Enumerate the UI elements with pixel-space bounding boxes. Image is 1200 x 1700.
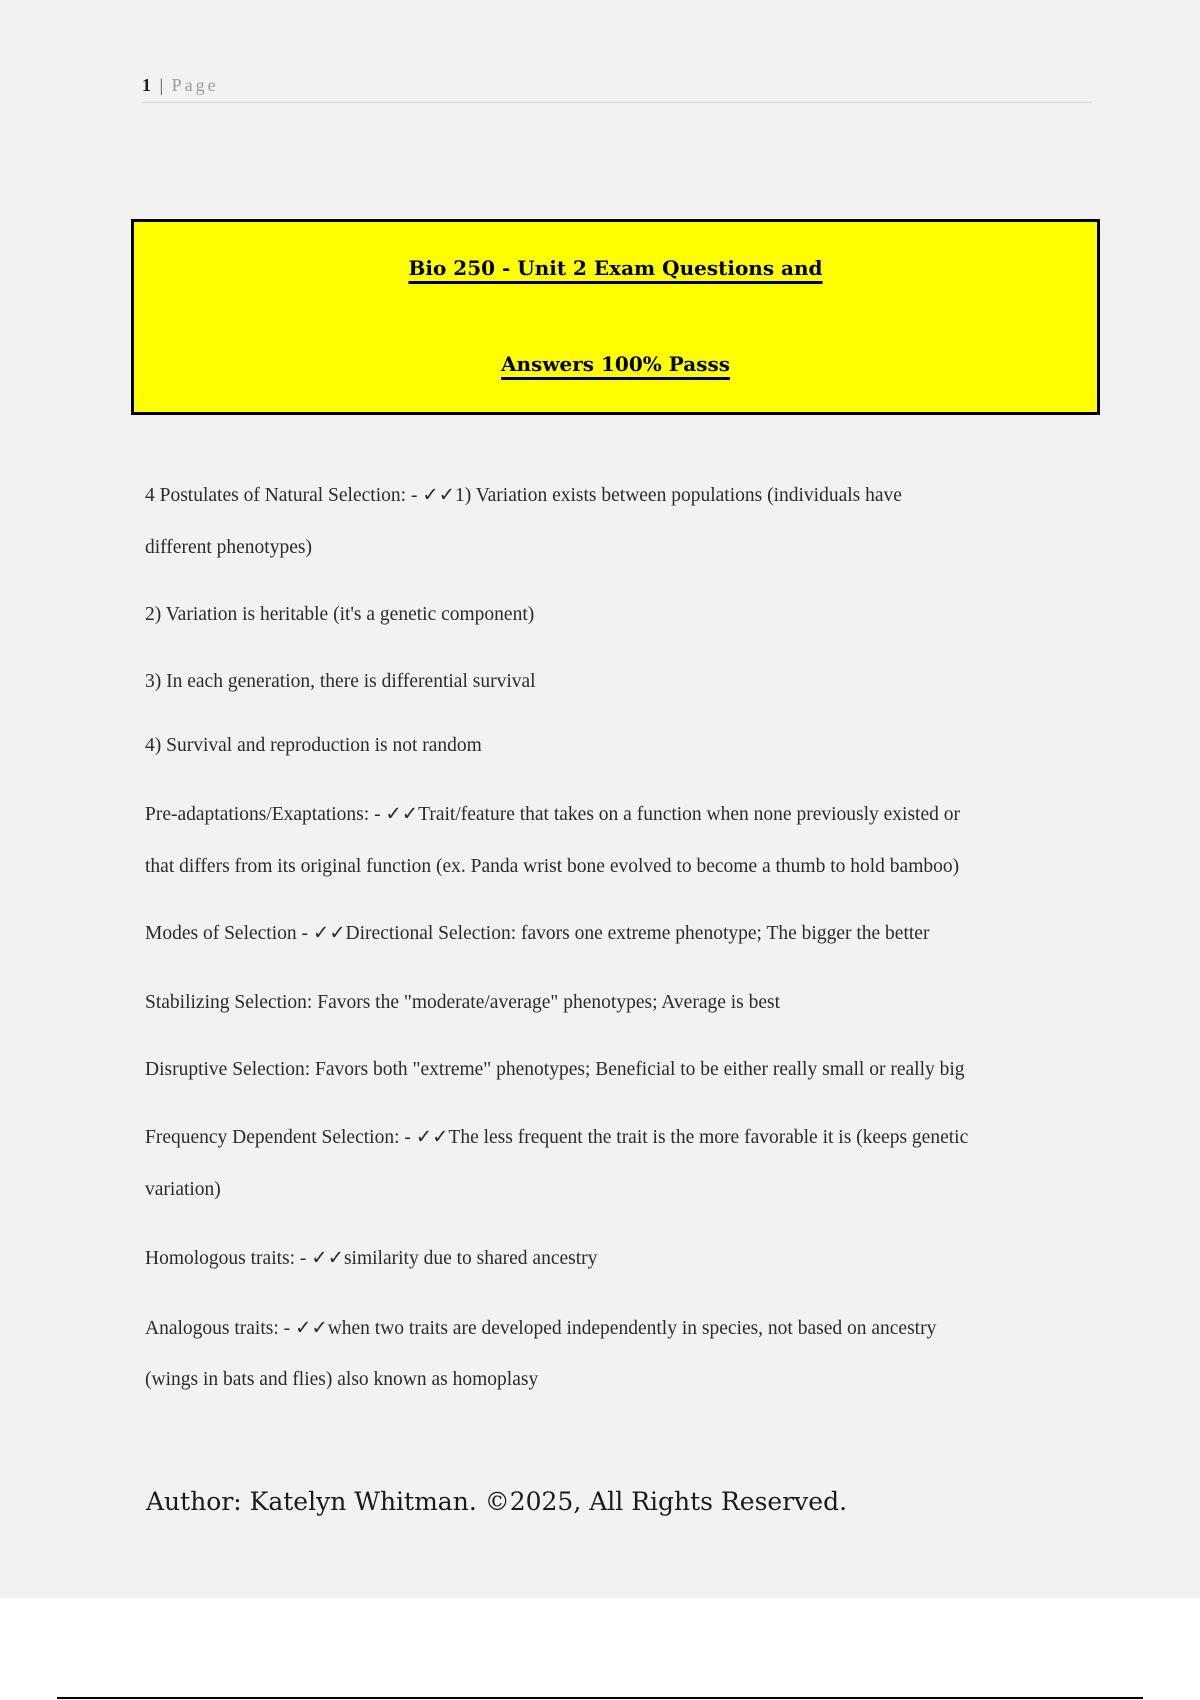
page-label: Page <box>171 75 219 95</box>
author-copyright: Author: Katelyn Whitman. ©2025, All Rights Reserved. <box>146 1487 848 1516</box>
text-line: Analogous traits: - ✓✓when two traits are developed independently in species, not based on ancestry <box>145 1318 937 1339</box>
text-line: Stabilizing Selection: Favors the "moderate/average" phenotypes; Average is best <box>145 992 781 1013</box>
text-line: 4) Survival and reproduction is not random <box>145 735 482 756</box>
bottom-rule <box>57 1697 1143 1699</box>
text-line: different phenotypes) <box>145 537 312 558</box>
text-line: 4 Postulates of Natural Selection: - ✓✓1) Variation exists between populations (individuals have <box>145 485 902 506</box>
text-line: Disruptive Selection: Favors both "extreme" phenotypes; Beneficial to be either really small or really big <box>145 1059 965 1080</box>
page-separator: | <box>159 75 164 95</box>
title-line-2: Answers 100% Passs <box>501 352 730 376</box>
text-line: (wings in bats and flies) also known as homoplasy <box>145 1369 539 1390</box>
text-line: variation) <box>145 1179 221 1200</box>
page-number: 1 <box>142 75 151 95</box>
title-box <box>131 219 1100 415</box>
text-line: 2) Variation is heritable (it's a genetic component) <box>145 604 535 625</box>
text-line: Modes of Selection - ✓✓Directional Selection: favors one extreme phenotype; The bigger the better <box>145 923 930 944</box>
title-line-1: Bio 250 - Unit 2 Exam Questions and <box>408 256 823 280</box>
page-header <box>142 72 1092 103</box>
text-line: that differs from its original function (ex. Panda wrist bone evolved to become a thumb to hold bamboo) <box>145 856 960 877</box>
text-line: Homologous traits: - ✓✓similarity due to shared ancestry <box>145 1248 598 1269</box>
text-line: Frequency Dependent Selection: - ✓✓The less frequent the trait is the more favorable it is (keeps genetic <box>145 1127 969 1148</box>
text-line: 3) In each generation, there is differential survival <box>145 671 536 692</box>
text-line: Pre-adaptations/Exaptations: - ✓✓Trait/feature that takes on a function when none previously existed or <box>145 804 961 825</box>
